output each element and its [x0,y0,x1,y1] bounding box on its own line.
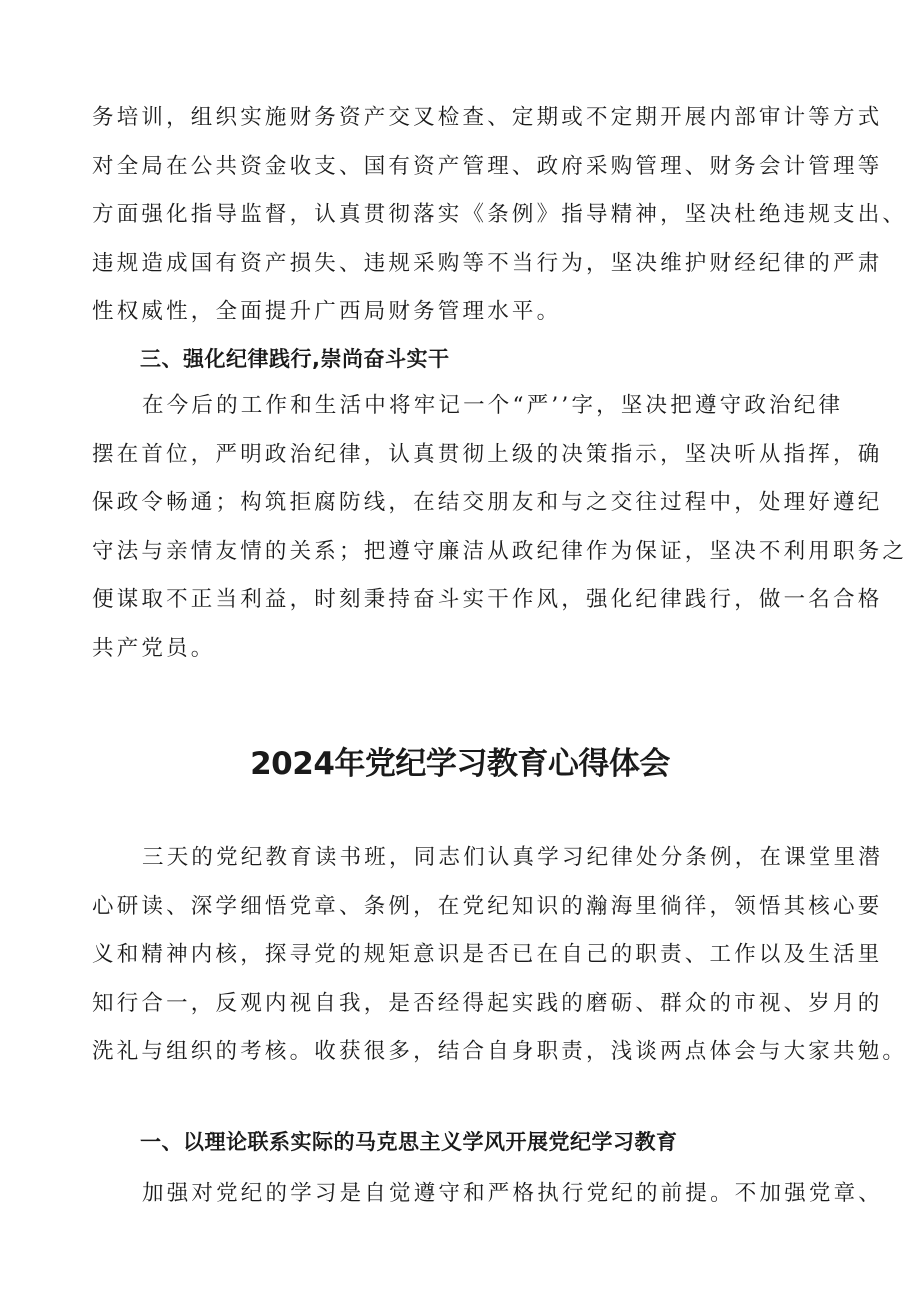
paragraph-line: 共产党员。 [92,635,216,661]
paragraph-line: 便谋取不正当利益，时刻秉持奋斗实干作风，强化纪律践行，做一名合格 [92,587,883,612]
paragraph-line: 洗礼与组织的考核。收获很多，结合自身职责，浅谈两点体会与大家共勉。 [92,1039,908,1064]
paragraph-line: 对全局在公共资金收支、国有资产管理、政府采购管理、财务会计管理等 [92,153,883,179]
paragraph-line: 加强对党纪的学习是自觉遵守和严格执行党纪的前提。不加强党章、 [142,1181,884,1206]
paragraph-line: 务培训，组织实施财务资产交叉检查、定期或不定期开展内部审计等方式 [92,105,883,130]
paragraph-line: 义和精神内核，探寻党的规矩意识是否已在自己的职责、工作以及生活里 [92,942,883,967]
paragraph-line: 知行合一，反观内视自我，是否经得起实践的磨砺、群众的市视、岁月的 [92,990,883,1016]
section-one-heading: 一、以理论联系实际的马克思主义学风开展党纪学习教育 [140,1130,678,1154]
paragraph-line: 心研读、深学细悟党章、条例，在党纪知识的瀚海里徜徉，领悟其核心要 [92,893,883,919]
section-three-paragraph [92,382,908,673]
section-three-heading: 三、强化纪律践行,崇尚奋斗实干 [140,347,450,371]
paragraph-line: 性权威性，全面提升广西局财务管理水平。 [92,299,562,324]
paragraph-line: 三天的党纪教育读书班，同志们认真学习纪律处分条例，在课堂里潜 [142,845,884,870]
section-one-paragraph [92,1170,884,1219]
continuation-paragraph [92,94,908,337]
paragraph-line: 违规造成国有资产损失、违规采购等不当行为，坚决维护财经纪律的严肃 [92,250,883,276]
paragraph-line: 保政令畅通；构筑拒腐防线，在结交朋友和与之交往过程中，处理好遵纪 [92,490,883,515]
paragraph-line: 方面强化指导监督，认真贯彻落实《条例》指导精神，坚决杜绝违规支出、 [92,202,908,227]
article-title: 2024年党纪学习教育心得体会 [250,746,670,782]
paragraph-line: 守法与亲情友情的关系；把遵守廉洁从政纪律作为保证，坚决不利用职务之 [92,538,908,564]
intro-paragraph [92,834,908,1077]
paragraph-line: 摆在首位，严明政治纪律，认真贯彻上级的决策指示，坚决听从指挥，确 [92,441,883,467]
paragraph-line: 在今后的工作和生活中将牢记一个“严’’字，坚决把遵守政治纪律 [142,393,844,418]
